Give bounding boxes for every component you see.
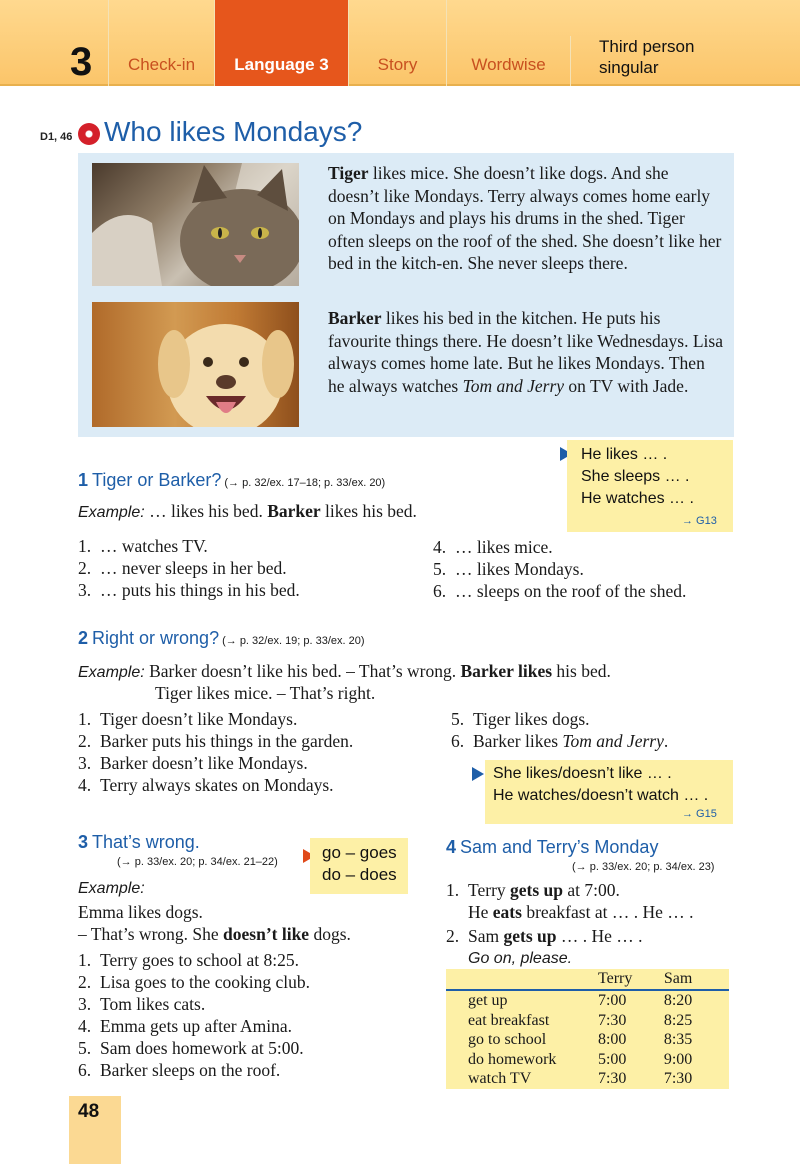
example-bold: Barker likes: [460, 661, 553, 681]
list-item-text: Barker doesn’t like Mondays.: [100, 753, 308, 773]
grammar-ref-g13[interactable]: → G13: [682, 515, 717, 527]
table-cell: 8:20: [663, 992, 693, 1009]
example-bold: doesn’t like: [223, 924, 310, 944]
exercise-3-example-1: Emma likes dogs.: [78, 902, 203, 922]
table-header: [446, 969, 598, 990]
exercise-2-list-right: [451, 708, 668, 752]
exercise-4-ref: (→ p. 33/ex. 20; p. 34/ex. 23): [572, 861, 715, 873]
exercise-title-text: Sam and Terry’s Monday: [460, 837, 659, 857]
list-item: 5. … likes Mondays.: [433, 559, 584, 579]
story-name-tiger: Tiger: [328, 163, 369, 183]
exercise-number: 2: [78, 628, 89, 648]
list-item-text: Tiger likes dogs.: [473, 709, 590, 729]
table-row: [446, 1050, 729, 1070]
list-item: 4. … likes mice.: [433, 537, 553, 557]
exercise-number: 3: [78, 832, 89, 852]
list-item-text: … puts his things in his bed.: [100, 580, 300, 600]
exercise-1-list-left: [78, 535, 300, 601]
table-cell: 5:00: [597, 1050, 627, 1068]
cat-photo: [92, 163, 299, 286]
example-text: his bed.: [552, 661, 611, 681]
exercise-4-item-1a: 1. Terry gets up at 7:00.: [446, 880, 620, 900]
dog-photo: [92, 302, 299, 427]
example-label: Example:: [78, 504, 145, 521]
list-item: 2. Barker puts his things in the garden.: [78, 731, 354, 751]
story-paragraph-barker: [328, 307, 724, 397]
list-item-text: … likes mice.: [455, 537, 553, 557]
list-item: 3. Tom likes cats.: [78, 994, 206, 1014]
list-item: 6. Barker sleeps on the roof.: [78, 1060, 281, 1080]
list-item: 4. Emma gets up after Amina.: [78, 1016, 292, 1036]
list-item-text: … sleeps on the roof of the shed.: [455, 581, 687, 601]
item-text: Sam: [468, 926, 504, 946]
exercise-1-list-right: [433, 536, 686, 602]
list-item-text: Barker puts his things in the garden.: [100, 731, 354, 751]
grammar-line: He watches/doesn’t watch … .: [493, 787, 709, 804]
grammar-line: He likes … .: [581, 446, 668, 463]
tab-wordwise[interactable]: Wordwise: [446, 0, 570, 86]
list-item: 4. Terry always skates on Mondays.: [78, 775, 334, 795]
exercise-2-example-1: [78, 660, 611, 684]
list-item: 6. Barker likes Tom and Jerry.: [451, 731, 669, 751]
table-cell: 7:00: [597, 992, 627, 1009]
list-item-text: .: [663, 731, 669, 751]
list-item-text: Lisa goes to the cooking club.: [100, 972, 310, 992]
example-text: dogs.: [309, 924, 351, 944]
table-cell: go to school: [468, 1031, 547, 1049]
exercise-4-title: [446, 837, 658, 858]
list-item-text: … never sleeps in her bed.: [100, 558, 287, 578]
page-title: Who likes Mondays?: [104, 116, 363, 147]
item-text: He: [468, 902, 493, 922]
list-item-text: Terry goes to school at 8:25.: [100, 950, 300, 970]
subtitle-line-2: singular: [599, 58, 659, 77]
unit-number: 3: [70, 40, 93, 84]
item-text: Terry: [468, 880, 511, 900]
list-item: 3. Barker doesn’t like Mondays.: [78, 753, 308, 773]
item-text: at 7:00.: [563, 880, 620, 900]
page-header: [0, 0, 800, 86]
exercise-3-title: [78, 832, 200, 853]
audio-cd-icon[interactable]: [78, 123, 100, 145]
list-item: 5. Sam does homework at 5:00.: [78, 1038, 304, 1058]
table-cell: 7:30: [597, 1070, 627, 1088]
list-item-text: Emma gets up after Amina.: [100, 1016, 292, 1036]
table-row: [446, 990, 729, 1011]
example-bold: Barker: [267, 501, 321, 521]
tab-check-in[interactable]: Check-in: [108, 0, 214, 86]
table-cell: get up: [468, 992, 508, 1009]
list-item-text: … watches TV.: [100, 536, 208, 556]
schedule-table: [446, 969, 729, 1089]
table-cell: 9:00: [663, 1050, 693, 1068]
table-cell: eat breakfast: [468, 1011, 550, 1029]
table-cell: watch TV: [468, 1070, 532, 1088]
section-subtitle: [570, 36, 694, 86]
example-text: likes his bed.: [320, 501, 417, 521]
exercise-title-text: Tiger or Barker?: [92, 470, 222, 490]
item-text: breakfast at … . He … .: [521, 902, 694, 922]
table-row: [446, 1011, 729, 1031]
exercise-title-text: That’s wrong.: [92, 832, 200, 852]
exercise-3-example-label: Example:: [78, 880, 145, 897]
exercise-3-list: [78, 949, 310, 1081]
table-cell: 8:35: [663, 1031, 693, 1049]
list-item-text: Barker sleeps on the roof.: [100, 1060, 281, 1080]
item-text: … . He … .: [556, 926, 643, 946]
table-header: Terry: [597, 970, 633, 987]
grammar-line: She sleeps … .: [581, 468, 690, 485]
tab-story[interactable]: Story: [348, 0, 446, 86]
exercise-2-example-2: Tiger likes mice. – That’s right.: [155, 683, 376, 703]
tab-language-3[interactable]: Language 3: [214, 0, 348, 86]
item-bold: gets up: [510, 880, 564, 900]
item-bold: gets up: [503, 926, 557, 946]
table-cell: 8:00: [597, 1031, 627, 1049]
exercise-1-title: [78, 470, 385, 491]
exercise-1-example: [78, 500, 417, 524]
example-text: – That’s wrong. She: [78, 924, 224, 944]
exercise-3-ref: (→ p. 33/ex. 20; p. 34/ex. 21–22): [117, 856, 278, 868]
grammar-line: do – does: [322, 865, 397, 884]
exercise-ref: (→ p. 32/ex. 17–18; p. 33/ex. 20): [224, 477, 386, 489]
list-item-text: Sam does homework at 5:00.: [100, 1038, 304, 1058]
story-text-tiger: likes mice. She doesn’t like dogs. And she doesn’t like Mondays. Terry always comes home early on Mondays and plays his drums in the shed. Tiger often sleeps on the roof of the shed. She doesn’t like her bed in the kitch-en. She never sleeps there.: [328, 163, 722, 274]
table-header-row: [446, 969, 729, 990]
exercise-3-example-2: [78, 923, 351, 945]
exercise-number: 1: [78, 470, 89, 490]
list-item-text: Barker likes: [473, 731, 563, 751]
table-cell: 8:25: [663, 1011, 693, 1029]
subtitle-line-1: Third person: [599, 37, 695, 56]
list-item: 3. … puts his things in his bed.: [78, 580, 300, 600]
exercise-4-item-2: 2. Sam gets up … . He … .: [446, 926, 643, 946]
item-bold: eats: [492, 902, 522, 922]
list-item: 1. Tiger doesn’t like Mondays.: [78, 709, 298, 729]
table-cell: do homework: [468, 1050, 557, 1068]
list-item-text: Tiger doesn’t like Mondays.: [100, 709, 298, 729]
list-item: 1. Terry goes to school at 8:25.: [78, 950, 300, 970]
table-row: [446, 1069, 729, 1089]
page-number: 48: [69, 1096, 121, 1164]
pointer-arrow-icon: [472, 767, 484, 781]
list-item-italic: Tom and Jerry: [562, 731, 664, 751]
exercise-2-title: [78, 628, 365, 649]
table-header: Sam: [663, 970, 693, 987]
grammar-ref-g15[interactable]: → G15: [682, 808, 717, 820]
exercise-4-item-1b: [468, 901, 693, 923]
cat-illustration: [92, 163, 299, 286]
table-cell: 7:30: [597, 1011, 627, 1029]
audio-track-label: D1, 46: [40, 131, 73, 143]
table-row: [446, 1030, 729, 1050]
story-name-barker: Barker: [328, 308, 382, 328]
grammar-box-go-do: [310, 838, 408, 894]
list-item-text: … likes Mondays.: [455, 559, 584, 579]
story-text-barker: likes his bed in the kitchen. He puts his favourite things there. He doesn’t like Wednesdays. Lisa always comes home late. But he likes Mondays. Then he always watches: [328, 308, 723, 396]
exercise-2-list-left: [78, 708, 353, 796]
grammar-line: He watches … .: [581, 490, 694, 507]
grammar-line: She likes/doesn’t like … .: [493, 765, 672, 782]
story-italic-title: Tom and Jerry: [462, 375, 565, 396]
exercise-ref: (→ p. 32/ex. 19; p. 33/ex. 20): [222, 635, 365, 647]
story-text-end: on TV with Jade.: [564, 375, 689, 396]
dog-illustration: [92, 302, 299, 427]
story-paragraph-tiger: [328, 162, 724, 275]
list-item: 2. Lisa goes to the cooking club.: [78, 972, 310, 992]
grammar-line: go – goes: [322, 843, 397, 862]
list-item: 5. Tiger likes dogs.: [451, 709, 590, 729]
list-item: 1. … watches TV.: [78, 536, 208, 556]
list-item: 6. … sleeps on the roof of the shed.: [433, 581, 687, 601]
list-item: 2. … never sleeps in her bed.: [78, 558, 287, 578]
example-label: Example:: [78, 664, 145, 681]
list-item-text: Tom likes cats.: [100, 994, 206, 1014]
example-text: Barker doesn’t like his bed. – That’s wrong.: [144, 661, 461, 681]
exercise-number: 4: [446, 837, 457, 857]
example-text: … likes his bed.: [144, 501, 268, 521]
exercise-4-prompt: Go on, please.: [468, 950, 573, 967]
exercise-title-text: Right or wrong?: [92, 628, 220, 648]
list-item-text: Terry always skates on Mondays.: [100, 775, 334, 795]
table-cell: 7:30: [663, 1070, 693, 1088]
